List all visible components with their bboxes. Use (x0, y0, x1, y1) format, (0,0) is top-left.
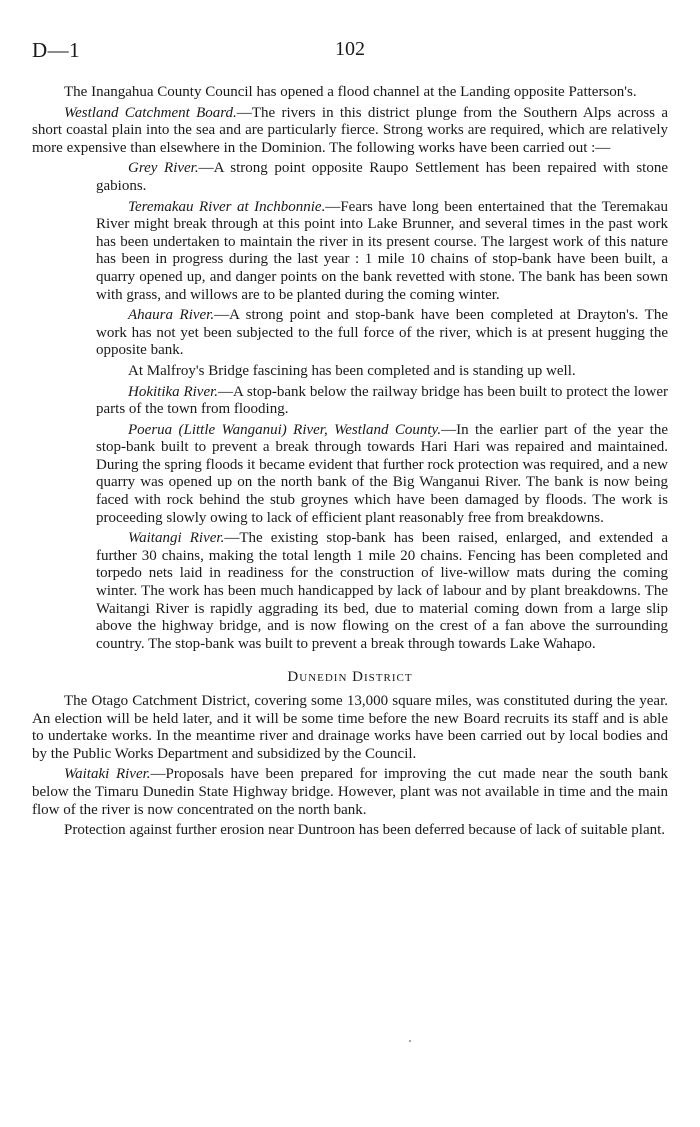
paragraph-hokitika-river: Hokitika River.—A stop-bank below the railway bridge has been built to protect the lower parts of the town from flooding. (96, 383, 668, 418)
paragraph-otago: The Otago Catchment District, covering some 13,000 square miles, was constituted during the year. An election will be held later, and it will be some time before the new Board recruits its staff and is able to undertake works. In the meantime river and drainage works have been carried out by local bodies and by the Public Works Department and subsidized by the Council. (32, 693, 668, 762)
paragraph-grey-river: Grey River.—A strong point opposite Raupo Settlement has been repaired with stone gabions. (96, 160, 669, 194)
section-heading-dunedin: Dunedin District (287, 669, 413, 686)
paragraph-inangahua: The Inangahua County Council has opened a flood channel at the Landing opposite Patterson's. (64, 84, 637, 100)
document-reference: D—1 (32, 38, 81, 62)
paragraph-westland: Westland Catchment Board.—The rivers in this district plunge from the Southern Alps across a short coastal plain into the sea and are particularly fierce. Strong works are required, which are relatively more expensive than elsewhere in the Dominion. The following works have been carried out :— (32, 104, 668, 156)
paragraph-waitangi-river: Waitangi River.—The existing stop-bank has been raised, enlarged, and extended a further 30 chains, making the total length 1 mile 20 chains. Fencing has been completed and torpedo nets laid in readiness for the construction of live-willow mats during the coming winter. The work has been much handicapped by lack of labour and by plant breakdowns. The Waitangi River is rapidly aggrading its bed, due to material coming down from a large slip above the highway bridge, and is now flowing on the crest of a fan above the surrounding country. The stop-bank was built to prevent a break through towards Lake Wahapo. (96, 530, 668, 652)
paragraph-malfroy-bridge: At Malfroy's Bridge fascining has been completed and is standing up well. (128, 362, 576, 379)
paragraph-waitaki-river: Waitaki River.—Proposals have been prepared for improving the cut made near the south bank below the Timaru Dunedin State Highway bridge. However, plant was not available in time and the main flow of the river is now concentrated on the north bank. (32, 766, 668, 818)
westland-works-list (96, 160, 668, 653)
paragraph-duntroon: Protection against further erosion near Duntroon has been deferred because of lack of suitable plant. (64, 822, 666, 839)
print-speck (409, 1040, 411, 1042)
paragraph-poerua-river: Poerua (Little Wanganui) River, Westland County.—In the earlier part of the year the stop-bank built to prevent a break through towards Hari Hari was repaired and maintained. During the spring floods it became evident that further rock protection was required, and a new quarry was opened up on the north bank of the Big Wanganui River. The bank is now being faced with rock behind the stub groynes which have been damaged by floods. The work is proceeding slowly owing to lack of efficient plant reasonably free from breakdowns. (96, 421, 668, 526)
paragraph-teremakau-river: Teremakau River at Inchbonnie.—Fears have long been entertained that the Teremakau River might break through at this point into Lake Brunner, and several times in the past work has been undertaken to maintain the river in its present course. The largest work of this nature has been in progress during the last year : 1 mile 10 chains of stop-bank have been built, a quarry opened up, and danger points on the bank revetted with stone. The bank has been sown with grass, and willows are to be planted during the coming winter. (96, 198, 668, 303)
page-header (32, 38, 668, 60)
paragraph-ahaura-river: Ahaura River.—A strong point and stop-bank have been completed at Drayton's. The work has not yet been subjected to the full force of the river, which is at present hugging the opposite bank. (96, 307, 668, 359)
section-title-westland: Westland Catchment Board. (64, 104, 237, 121)
page-number: 102 (335, 38, 365, 60)
document-body (32, 84, 668, 843)
